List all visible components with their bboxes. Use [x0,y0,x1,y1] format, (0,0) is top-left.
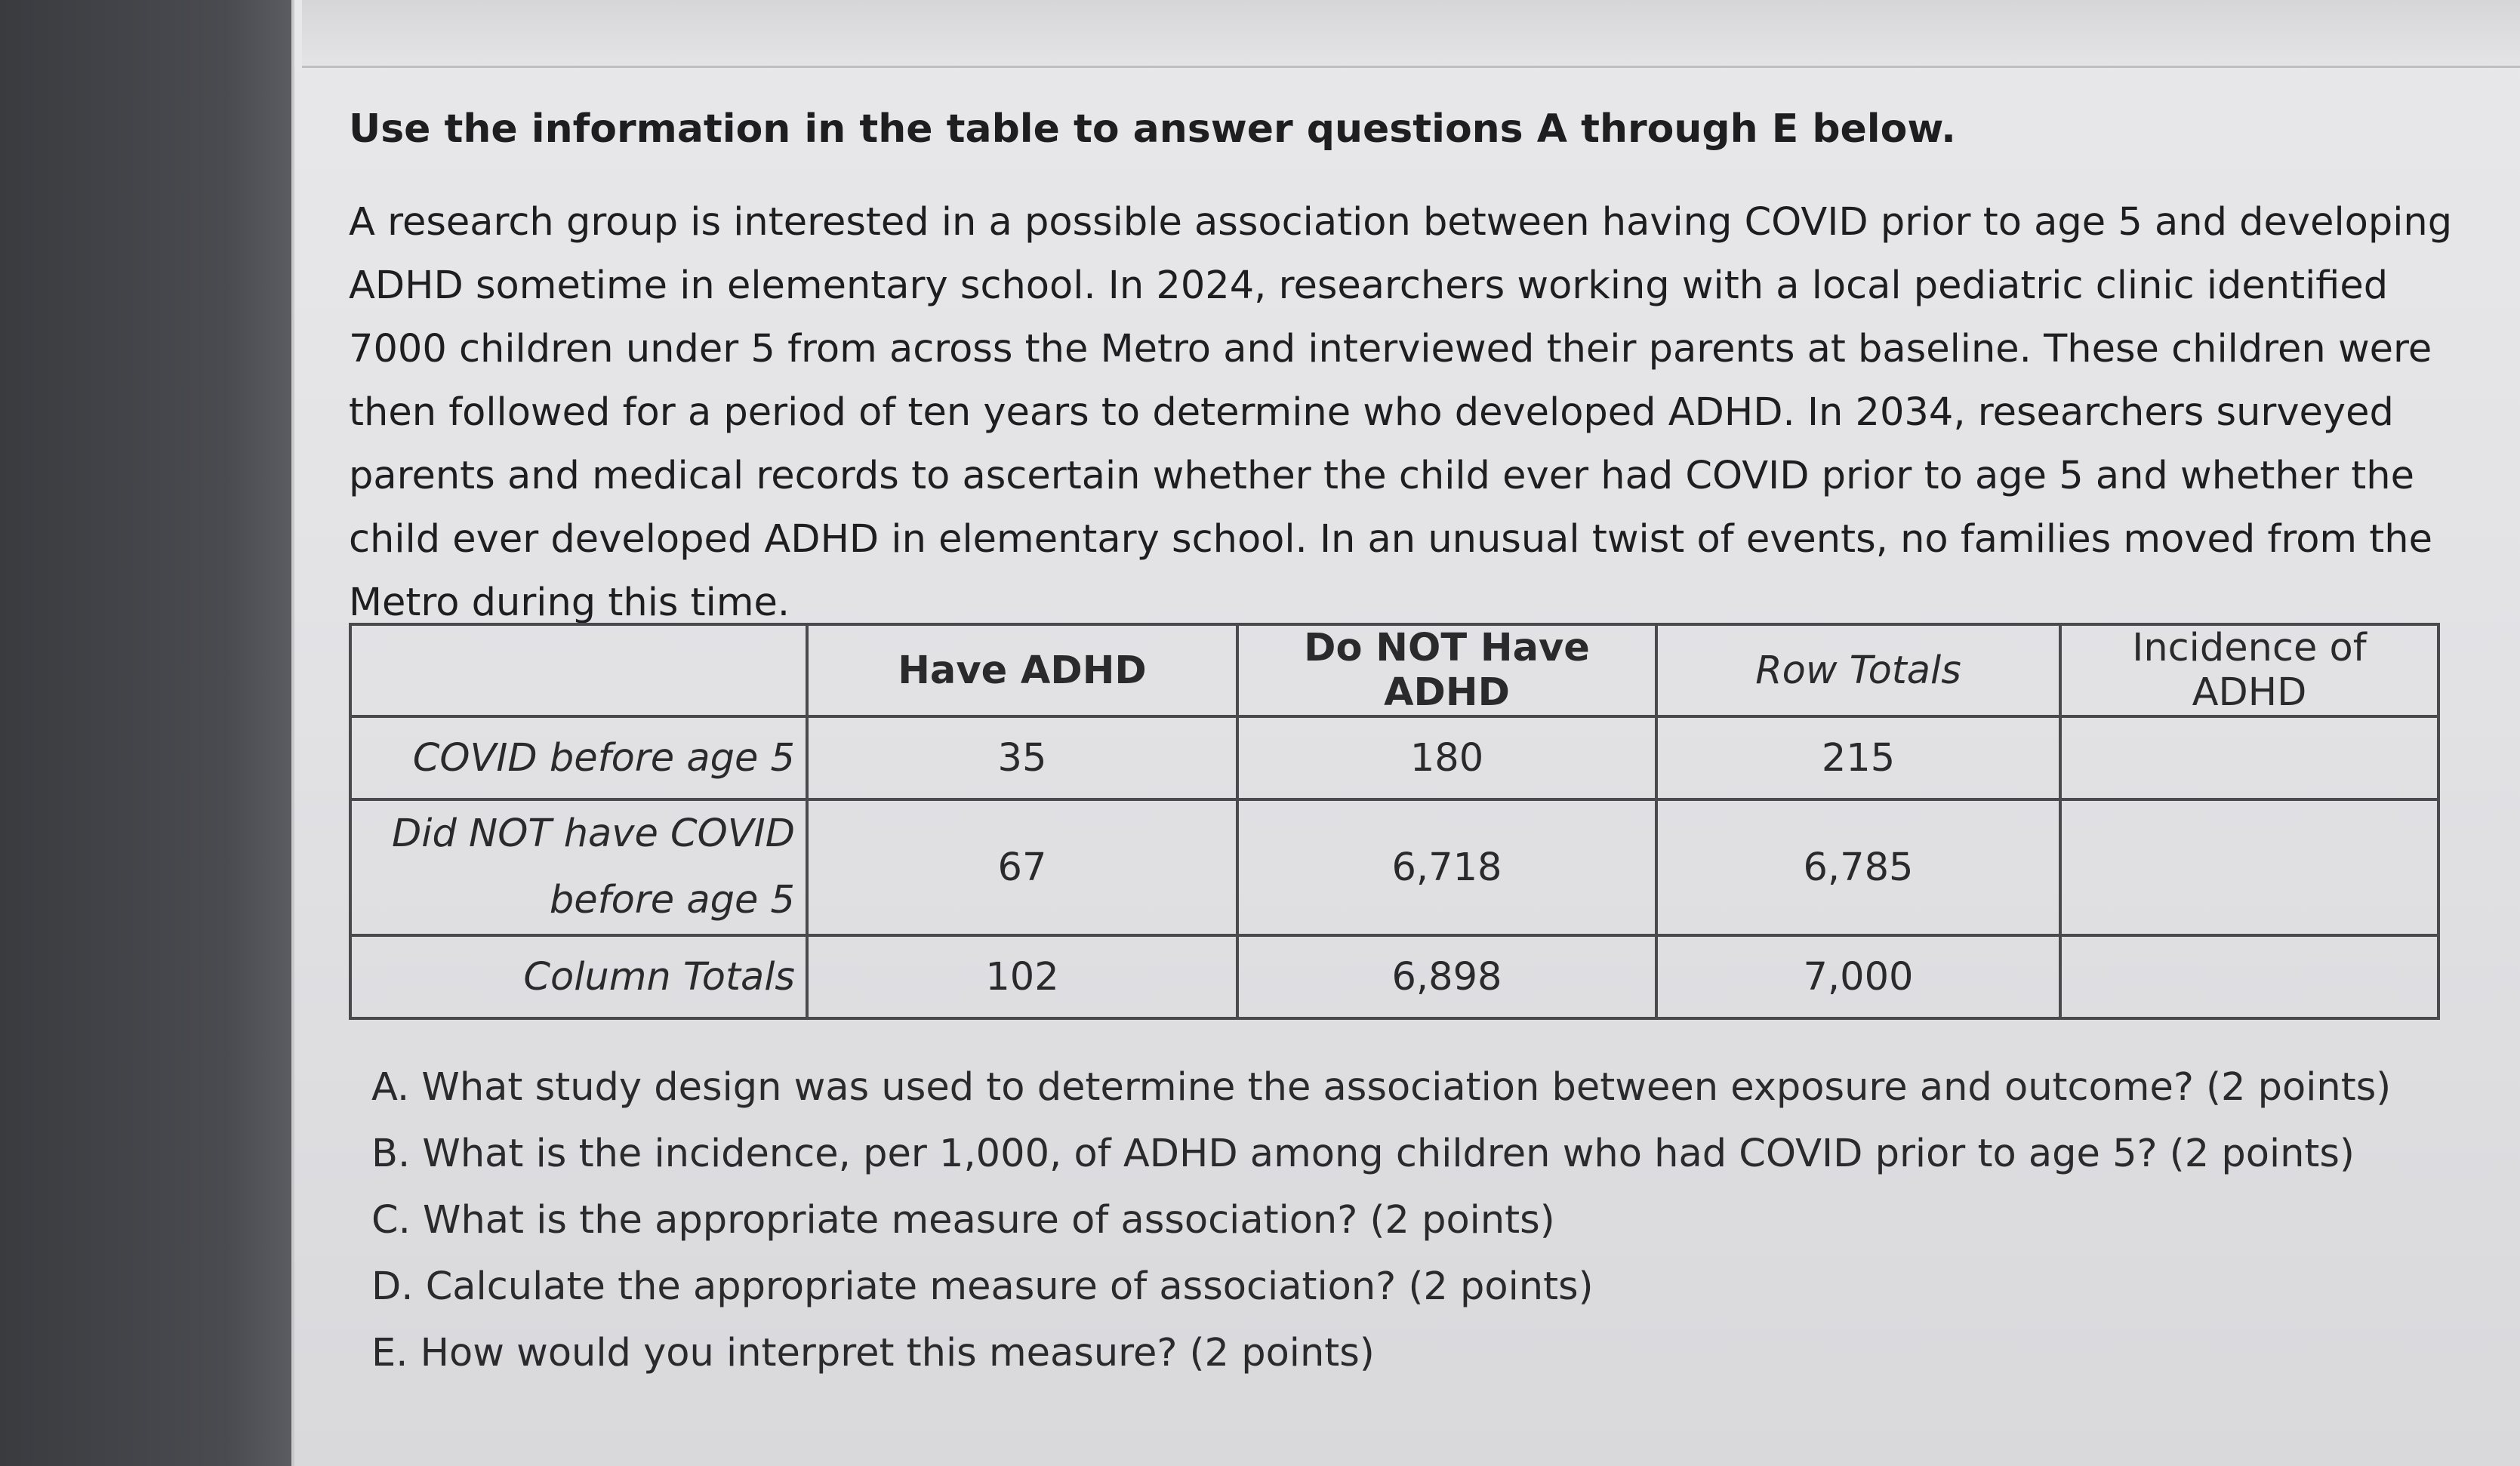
cell-nocovid-row-total: 6,785 [1656,799,2060,935]
cell-total-no-adhd: 6,898 [1237,935,1656,1018]
question-e: E. How would you interpret this measure? (2 points) [371,1331,1375,1375]
question-a: A. What study design was used to determine the association between exposure and outcome? (2 points) [371,1065,2392,1110]
header-have-adhd: Have ADHD [807,624,1237,716]
row-label-column-totals: Column Totals [350,935,807,1018]
row-label-covid: COVID before age 5 [350,716,807,799]
row-label-no-covid-line1: Did NOT have COVID [392,812,795,856]
cell-covid-incidence [2060,716,2438,799]
question-c: C. What is the appropriate measure of association? (2 points) [371,1198,1555,1243]
cell-covid-have-adhd: 35 [807,716,1237,799]
cell-nocovid-no-adhd: 6,718 [1237,799,1656,935]
header-incidence: Incidence of ADHD [2060,624,2438,716]
table-header-row [350,624,2438,716]
contingency-table [349,623,2440,1020]
top-strip [302,0,2520,68]
header-corner [350,624,807,716]
instructions-heading: Use the information in the table to answer questions A through E below. [349,106,1956,152]
table-row [350,935,2438,1018]
table-row [350,799,2438,935]
question-d: D. Calculate the appropriate measure of association? (2 points) [371,1264,1594,1309]
header-no-adhd: Do NOT Have ADHD [1237,624,1656,716]
cell-total-have-adhd: 102 [807,935,1237,1018]
question-list [371,1055,2391,1387]
row-label-no-covid [350,799,807,935]
document-content [349,102,2478,1375]
cell-total-incidence [2060,935,2438,1018]
header-row-totals: Row Totals [1656,624,2060,716]
row-label-no-covid-line2: before age 5 [549,878,795,922]
table-row [350,716,2438,799]
cell-nocovid-incidence [2060,799,2438,935]
cell-covid-no-adhd: 180 [1237,716,1656,799]
cell-nocovid-have-adhd: 67 [807,799,1237,935]
scenario-paragraph: A research group is interested in a possible association between having COVID prior to age 5 and developing ADHD sometime in elementary school. In 2024, researchers working with a local pediatric clinic identified 7000 children under 5 from across the Metro and interviewed their parents at baseline. These children were then followed for a period of ten years to determine who developed ADHD. In 2034, researchers surveyed parents and medical records to ascertain whether the child ever had COVID prior to age 5 and whether the child ever developed ADHD in elementary school. In an unusual twist of events, no families moved from the Metro during this time. [349,200,2453,625]
question-b: B. What is the incidence, per 1,000, of ADHD among children who had COVID prior to age 5? (2 points) [371,1132,2355,1176]
cell-grand-total: 7,000 [1656,935,2060,1018]
cell-covid-row-total: 215 [1656,716,2060,799]
